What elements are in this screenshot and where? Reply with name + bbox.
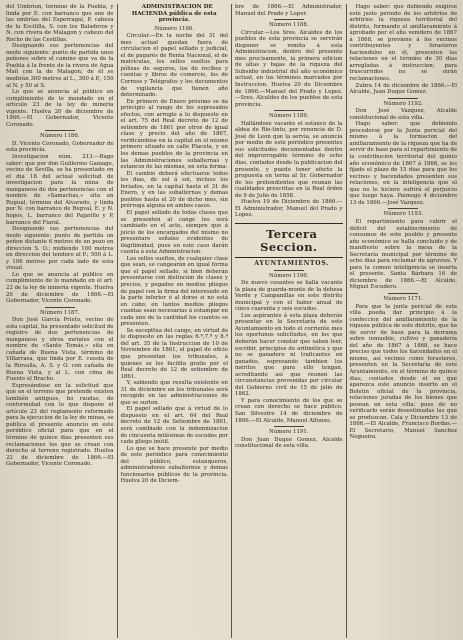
divider: [388, 208, 418, 209]
notice-number: Número 1189.: [269, 113, 309, 120]
paragraph: Circular.—Los Sres. Alcaldes de los pueblos de esta provincia se servirán disponer se remita á esta Administracion, dentro del presente mes precisamente, la primera edicion de altas y bajas de la riqueza del Subsidio industrial del año económico actual, en los términos marcados por Instruccion. Huelva 20 de Diciembre de 1866.—Manuel del Prado y Lopez.—Sres. Alcaldes de los pueblos de esta provincia.: [235, 29, 343, 108]
column-4: [348, 4, 460, 638]
paragraph: Designando sus pertenencias del modo siguiente: punto de partida unos peñones sobre el camino que va de la Puebla á la frente de la rivera de Agua Mañ con la de Malagon; de él se medirán 300 metros al L., 300 á P., 150 al N. y 50 al S.: [6, 43, 114, 89]
paragraph: En primero de Enero próximo se da principio al rango de los espresados efectos, con arreglo á lo dispuesto en el art. 75 del Real decreto de 12 de setiembre de 1861 por otros de igual clase y precio del año de 1867, verificándose en la capital en el mismo primero situado en calle Placeta, y en los demas pueblos de la provincia en las Administraciones subalternas y estancos de las mismas, en esta forma:: [120, 98, 229, 171]
divider: [274, 19, 304, 20]
paragraph: El cambio deberá efectuarse todos los dias, de sol á sol, incluso los feriados, en la capital hasta el 31 de Enero, y en las subalternas y demas pueblos hasta el 20 de dicho mes, sin prórroga alguna en ambos casos.: [120, 170, 229, 210]
paragraph: D. Vicente Coronado, Gobernador de esta provincia.: [6, 140, 114, 154]
paragraph: Don José Vazquez, Alcalde constitucional de esta villa.: [349, 108, 458, 121]
column-rule: [346, 4, 347, 638]
paragraph: Lo que se anuncia al público en cumplimiento de lo mandado en el artículo 23 de la ley de minería vigente. Huelva 20 de diciembre de 1866.—El Gobernador, Vicente Coronado.: [6, 89, 114, 128]
paragraph: Zubra 14 de diciembre de 1866.—El Alcalde, Juan Duque Gomez.: [349, 82, 458, 96]
notice-number: Número 1191.: [269, 429, 309, 436]
column-rule: [231, 4, 232, 638]
paragraph: Investigacion núm. 213.—Bago saber: que por don Guillermo Gamage, vecino de Sevilla, se ha presentado en el dia 18 del actual solicitud de investigacion para la mina de manganeso de dos pertenencias con el nombre de «Samachas,» sita en Rugual, término del Alvaredo, y linda por N. con barranco de Regval, E. y N. hopos, L. barranco del Pajarillo y P. barranco del Fiaral.: [6, 154, 114, 226]
paragraph: Designando sus pertenencias del modo siguiente: punto de partida un peñon distante 6 metros de un pozo en direccion S. O.; midiendo 100 metros en direccion del tendero al P.; 500 á L. y 106 metros por cada lado de esta visual.: [6, 226, 114, 272]
divider: [45, 130, 75, 131]
notice-number: Número 1192.: [383, 100, 423, 107]
paragraph: Y, sabiendo que resulta existente en 31 de diciembre en los tribunales será recogido en las administraciones de que se surten.: [120, 380, 229, 406]
column-2: [119, 4, 231, 638]
paragraph: El papel sellado de todas clases que se presenten al cange les será cambiado en el acto, siempre que á juicio de los encargados del mismo no presentare señales evidentes de ilegitimidad, pues en este caso darán cuenta á esta Administracion.: [120, 209, 229, 256]
paragraph: Los aspirantes á esta plaza deberán presentar en la Secretaría de este Ayuntamiento en todo el corriente mes los oportunos solicitudes, en los que deberán hacer constar que saben leer, escribir, principios de aritmética y que no se ganadero ni traficantes en ganados, espresando tambien los méritos que para ello tengan, acreditando así que reunen las circunstancias prevenidas por circular del Gobierno civil de 15 de julio de 1862.: [235, 312, 343, 398]
paragraph: Lo que se hace presente por medio de este periódico para conocimiento del público, estanqueros, administradores subalternos y demas funcionarios públicos de la provincia. Huelva 20 de Diciem-: [120, 445, 229, 485]
section-heading-box: [235, 223, 343, 258]
paragraph: Se escepttúa del cange, en virtud de lo dispuesto en las reglas 6.ª,7.ª y 8.ª del art. 35 de la Instruccion de 10 de Noviembre de 1861, el papel de oficio que presentan los tribunales, á quienes se les facilita gratis por el Real decreto de 12 de setiembre de 1861.: [120, 327, 229, 380]
column-rule: [117, 4, 118, 638]
section-subtitle: AYUNTAMIENTOS.: [254, 259, 330, 267]
paragraph: Hago saber: que debiendo procederse por la Junta pericial del mismo á la formacion del amillaramiento de la riqueza que ha de servir de base para el repartimiento de la contribucion territorial del quinto año económico de 1867 á 1868, se les fijado el plazo de 15 dias para que los vecinos y hacendados presenten sus relaciones, en la inteligencia que el que no lo hiciere sufrirá el perjuicio que luego haya. Paimogo 4 diciembre 13 de 1866.—José Vazquez.: [349, 121, 458, 206]
notice-number: Número 1193.: [383, 211, 423, 218]
notice-number: Número 1171.: [383, 295, 423, 302]
divider: [388, 98, 418, 99]
divider: [274, 426, 304, 427]
divider: [274, 270, 304, 271]
divider: [388, 293, 418, 294]
notice-number: Número 1190.: [269, 272, 309, 279]
paragraph: Huelva 19 de Diciembre de 1866.—El Administrador, Manuel del Prado y Lopez.: [235, 199, 343, 219]
column-1: [4, 4, 116, 638]
paragraph: del Umbrion, término de la Puebla, y linda por E. con barranco que une de las umbrías del Esperragal, P. cabeza de la Escililla, S. con los Baladeros y N. con rivera de Malagon y cabezo del Rocho de las Cestillas.: [6, 4, 114, 43]
notice-number: Número 1186.: [40, 133, 80, 140]
paragraph: Don Juan Duque Gomez, Alcalde constitucional de esta villa.: [235, 436, 343, 450]
paragraph: Circular.—En la noche del 31 del mes actual quedan fuera de circulacion el papel sellado y judicial, el de pagarés de Renta Nacional, el de matrículas, los sellos sueltos para pólizas de seguros, los de recibos y cuentas y libros de comercio, los de Correos y Telégrafos y los documentos de vigilancia que tienen año determinado.: [120, 33, 229, 99]
paragraph: De nuevo cesantes se halla vacante la plaza de guarda-monte de la dehesa Verde y Campanillas en este distrito municipal y con el haber anual de cinco cuarenta y seis escudos.: [235, 280, 343, 313]
section-header: ADMINISTRACION DE HACIENDA pública de esta provincia.: [131, 4, 217, 24]
paragraph: bre de 1866.—El Administrador, Manuel del Prado y Loper.: [235, 4, 343, 17]
paragraph: Para que la junta pericial de esta villa pueda dar principio á la confeccion del amillaramiento de la riqueza pública de este distrito, que ha de servir de base para la derrama sobre inmueble, cultivo y ganadería del año de 1867 á 1868, se hace preciso que todos los hacendados en el mismo, así vecinos como forasteros, presenten en la Secretaría de este Ayuntamiento, en el término de quince dias, contados desde el en que aparezca este anuncio inserto en el Boletin oficial de la provincia, relaciones juradas de los bienes que posean en esta villa; pues de no verificarlo serán desestimadas las que se produzcan. Cala y Diciembre 13 de 1866.—El Alcalde, Francisco Bordas.—El Secretario, Manuel Sanchez Nogueira.: [349, 303, 458, 441]
notice-number: Número 1188.: [269, 22, 309, 29]
notice-number: Número 1187.: [40, 309, 80, 316]
divider: [45, 307, 75, 308]
paragraph: Y para conocimiento de los que se crean con derecho se hace público. San Silvestre 14 de diciembre de 1866.—El Alcalde, Manuel Alfonso.: [235, 397, 343, 424]
column-3: [233, 4, 345, 638]
divider: [274, 110, 304, 111]
notice-number: Número 1106.: [154, 25, 194, 32]
paragraph: Lo que se anuncia al público en cumplimiento de lo mandado en el art. 22 de la ley de minería vigente. Huelva 20 de diciembre de 1866.—El Gobernador, Vicente Coronado.: [6, 271, 114, 305]
paragraph: Espresándose en la solicitud que que en el terreno que pretende existen también antiguos, bo raudas, de conformidad con lo que dispone el artículo 23 del reglamento reformado para la ejecucion de la ley de minas, se publica el presente anuncio en este periódico oficial para que en el término de quince dias presenten sus reclamaciones los que se crean con derecho al terreno registrado. Huelva 22 de diciembre de 1866.—El Gobernador, Vicente Coronado.: [6, 382, 114, 468]
paragraph: El papel sellado que á virtud de lo dispuesto en el art. 64 del Real decreto de 12 de Setiembre de 1861, será cambiado con la indemnizacion de cincuenta milésimas de escudos por cada pliego inútil.: [120, 406, 229, 446]
paragraph: Don José García Prieto, vecino de esta capital, ha presentado solicitud de registro de dos pertenencias de manganeso y otros metales con el nombre de «Santo Tomás,» sita en cañada de Buena Vista, término de Villarrasa, que linda por E. cuesta de la Rinvalla, A. S. y O. con cañada de Buena Vista, y al L. con cima de Fuente el Bracho.: [6, 317, 114, 383]
paragraph: El repartimiento para cubrir el déficit del establecimiento de consumos de este pueblo y presente año económico se halla concluido y de manifiesto sobre la mesa de la Secretaría municipal por término de ocho dias para reclamar de agravios. Y para la comun inteligencia se inserta el presente. Santa Bárbara 16 de diciembre de 1866.—El Alcalde, Miguel Escudero.: [349, 218, 458, 291]
paragraph: Hago saber: que debiendo exigirse este juste periodo de los arbitrios de arbitrios la riqueza territorial del distrito, formando el amillaramiento á aprobado por el año venidero de 1867 á 1868, se previene á los vecinos contribuyentes y forasteros haciendolos en él, presenten las relaciones en el término de 30 dias arregladas á instruccion; para trascurridos no se oirán reclamaciones.: [349, 4, 458, 83]
paragraph: Los sellos sueltos, de cualquier clase que sean, se cangearán en igual forma que el papel sellado, si bien deberán presentarse con distincion de clases y precios, y pegados en medios pliegos de papel con la firma del interesado en la parte inferior ó al dorso si no está en cabo; en tantos medios pliegos cuantas sean necesarias á estampar en cada uno de la cantidad los cuantos se presenten.: [120, 255, 229, 328]
columns: [4, 4, 459, 638]
section-title: Tercera Seccion.: [260, 226, 318, 254]
paragraph: Hallándose vacante el estanco de la aldea de Rio-tinto, por renuncia de D. José de Leon que la servia, se anuncia por medio de este periódico presentes sus solicitudes documentadas dentro del improrrogable término de ocho dias, contados desde la publicacion del presente, y puedo tener efecto la propuesta en terna al Sr. Gobernador de los pretendientes que reunan las cualidades prescritas en la Real órden de 9 de Julio de 1858.: [235, 120, 343, 199]
